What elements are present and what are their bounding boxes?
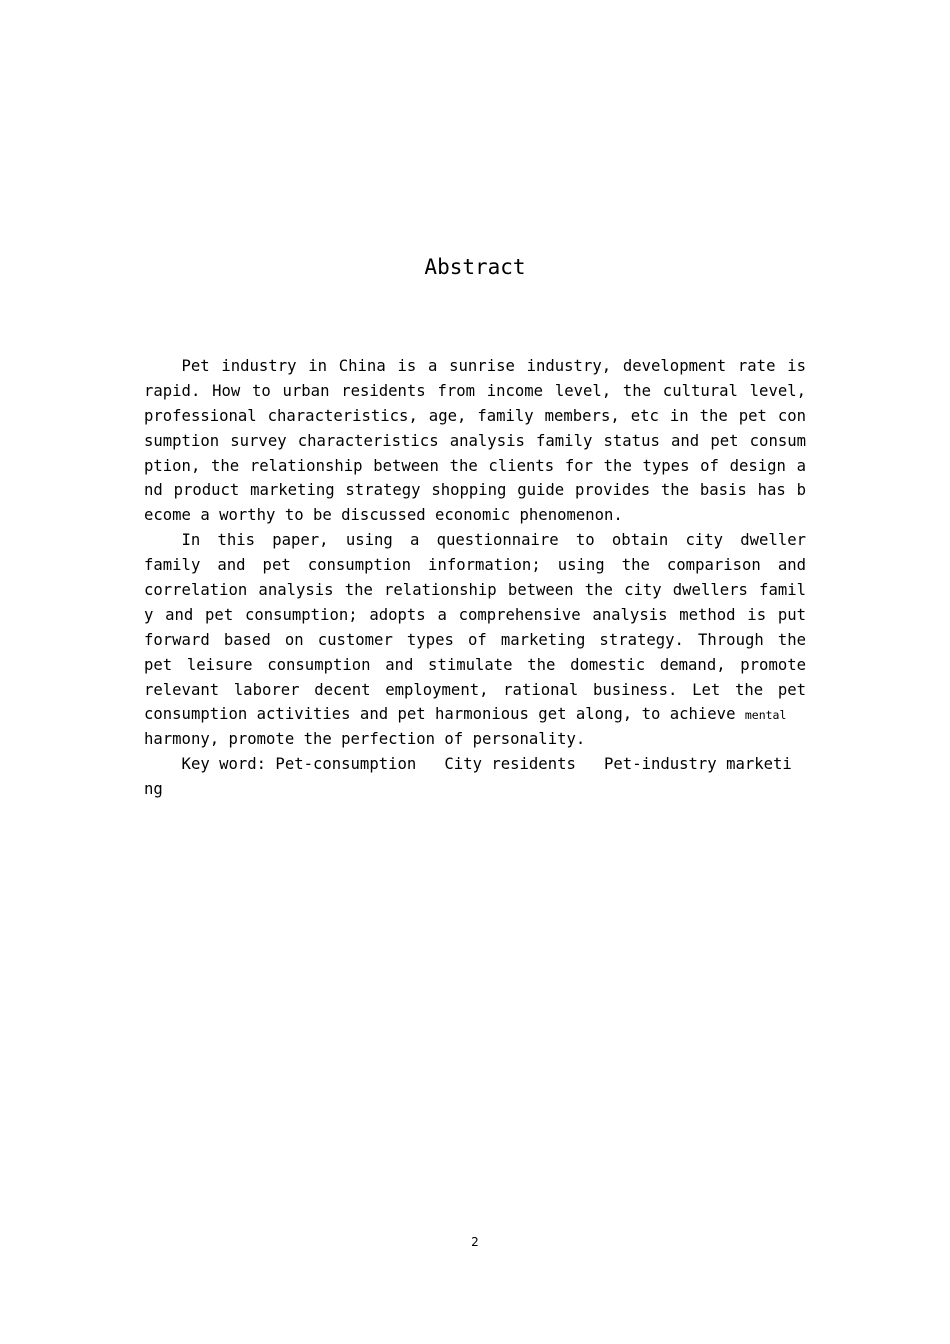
- text-line: rapid. How to urban residents from income level, the cultural level,: [144, 381, 806, 400]
- text-line: sumption survey characteristics analysis family status and pet consum: [144, 431, 806, 450]
- text-line: ption, the relationship between the clients for the types of design a: [144, 456, 806, 475]
- text-line: forward based on customer types of marketing strategy. Through the: [144, 630, 806, 649]
- paragraph-2: [144, 528, 806, 752]
- text-line: professional characteristics, age, family members, etc in the pet con: [144, 406, 806, 425]
- abstract-body: [144, 354, 806, 802]
- abstract-title: Abstract: [424, 255, 526, 279]
- text-line: pet leisure consumption and stimulate the domestic demand, promote: [144, 655, 806, 674]
- keywords-line: Key word: Pet-consumption City residents Pet-industry marketi: [144, 755, 792, 774]
- keywords-line: ng: [144, 780, 163, 799]
- text-line: ecome a worthy to be discussed economic phenomenon.: [144, 506, 623, 525]
- text-line: [144, 702, 806, 727]
- paragraph-1: [144, 354, 806, 528]
- text-line-main: consumption activities and pet harmonious get along, to achieve: [144, 705, 745, 724]
- text-line: In this paper, using a questionnaire to obtain city dweller: [181, 531, 806, 550]
- text-line: harmony, promote the perfection of personality.: [144, 730, 586, 749]
- text-line: correlation analysis the relationship between the city dwellers famil: [144, 581, 806, 600]
- page-number: 2: [471, 1235, 479, 1249]
- text-line: nd product marketing strategy shopping guide provides the basis has b: [144, 481, 806, 500]
- keywords: [144, 752, 806, 802]
- text-line: relevant laborer decent employment, rational business. Let the pet: [144, 680, 806, 699]
- text-line: family and pet consumption information; using the comparison and: [144, 556, 806, 575]
- text-line: Pet industry in China is a sunrise industry, development rate is: [181, 357, 806, 375]
- text-line-small-word: mental: [744, 708, 787, 723]
- text-line: y and pet consumption; adopts a comprehensive analysis method is put: [144, 605, 806, 624]
